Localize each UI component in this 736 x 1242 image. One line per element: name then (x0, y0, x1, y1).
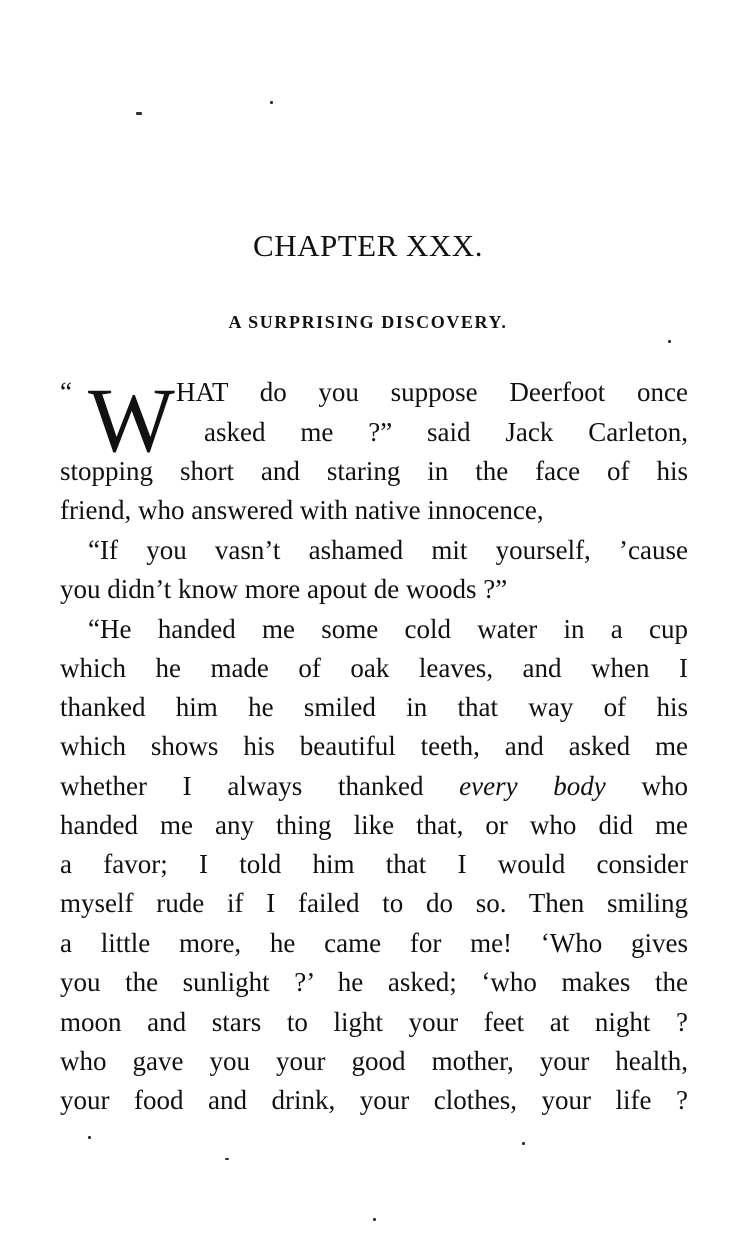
scan-speck (88, 1136, 91, 1139)
scan-speck (225, 1158, 229, 1160)
text-line: which shows his beautiful teeth, and asked me (60, 731, 688, 761)
text-line: “If you vasn’t ashamed mit yourself, ’cause (88, 535, 688, 565)
scan-speck (668, 340, 671, 343)
text-line: myself rude if I failed to do so. Then smiling (60, 888, 688, 918)
text-line (60, 770, 688, 802)
text-line: stopping short and staring in the face of his (60, 456, 688, 486)
text-line: moon and stars to light your feet at night ? (60, 1007, 688, 1037)
text-line: you didn’t know more apout de woods ?” (60, 574, 508, 604)
text-line: you the sunlight ?’ he asked; ‘who makes the (60, 967, 688, 997)
text-line: “He handed me some cold water in a cup (88, 614, 688, 644)
text-line: your food and drink, your clothes, your life ? (60, 1085, 688, 1115)
text-line: which he made of oak leaves, and when I (60, 653, 688, 683)
text-segment: who (605, 771, 688, 801)
scan-speck (522, 1142, 525, 1145)
text-line: thanked him he smiled in that way of his (60, 692, 688, 722)
text-line: friend, who answered with native innocence, (60, 495, 544, 525)
text-line: a favor; I told him that I would consider (60, 849, 688, 879)
opening-quote: “ (60, 377, 72, 407)
scan-speck (136, 112, 142, 115)
chapter-title: CHAPTER XXX. (253, 228, 483, 263)
emphasis-text: every body (459, 771, 606, 801)
text-line: a little more, he came for me! ‘Who gives (60, 928, 688, 958)
text-segment: whether I always thanked (60, 771, 460, 801)
text-line: who gave you your good mother, your health, (60, 1046, 688, 1076)
text-line: asked me ?” said Jack Carleton, (204, 417, 688, 447)
drop-cap: W (88, 369, 175, 471)
scan-speck (373, 1218, 376, 1221)
scan-speck (270, 101, 273, 104)
chapter-subtitle: A SURPRISING DISCOVERY. (228, 312, 508, 332)
text-line: handed me any thing like that, or who did me (60, 810, 688, 840)
text-line: HAT do you suppose Deerfoot once (176, 377, 688, 407)
